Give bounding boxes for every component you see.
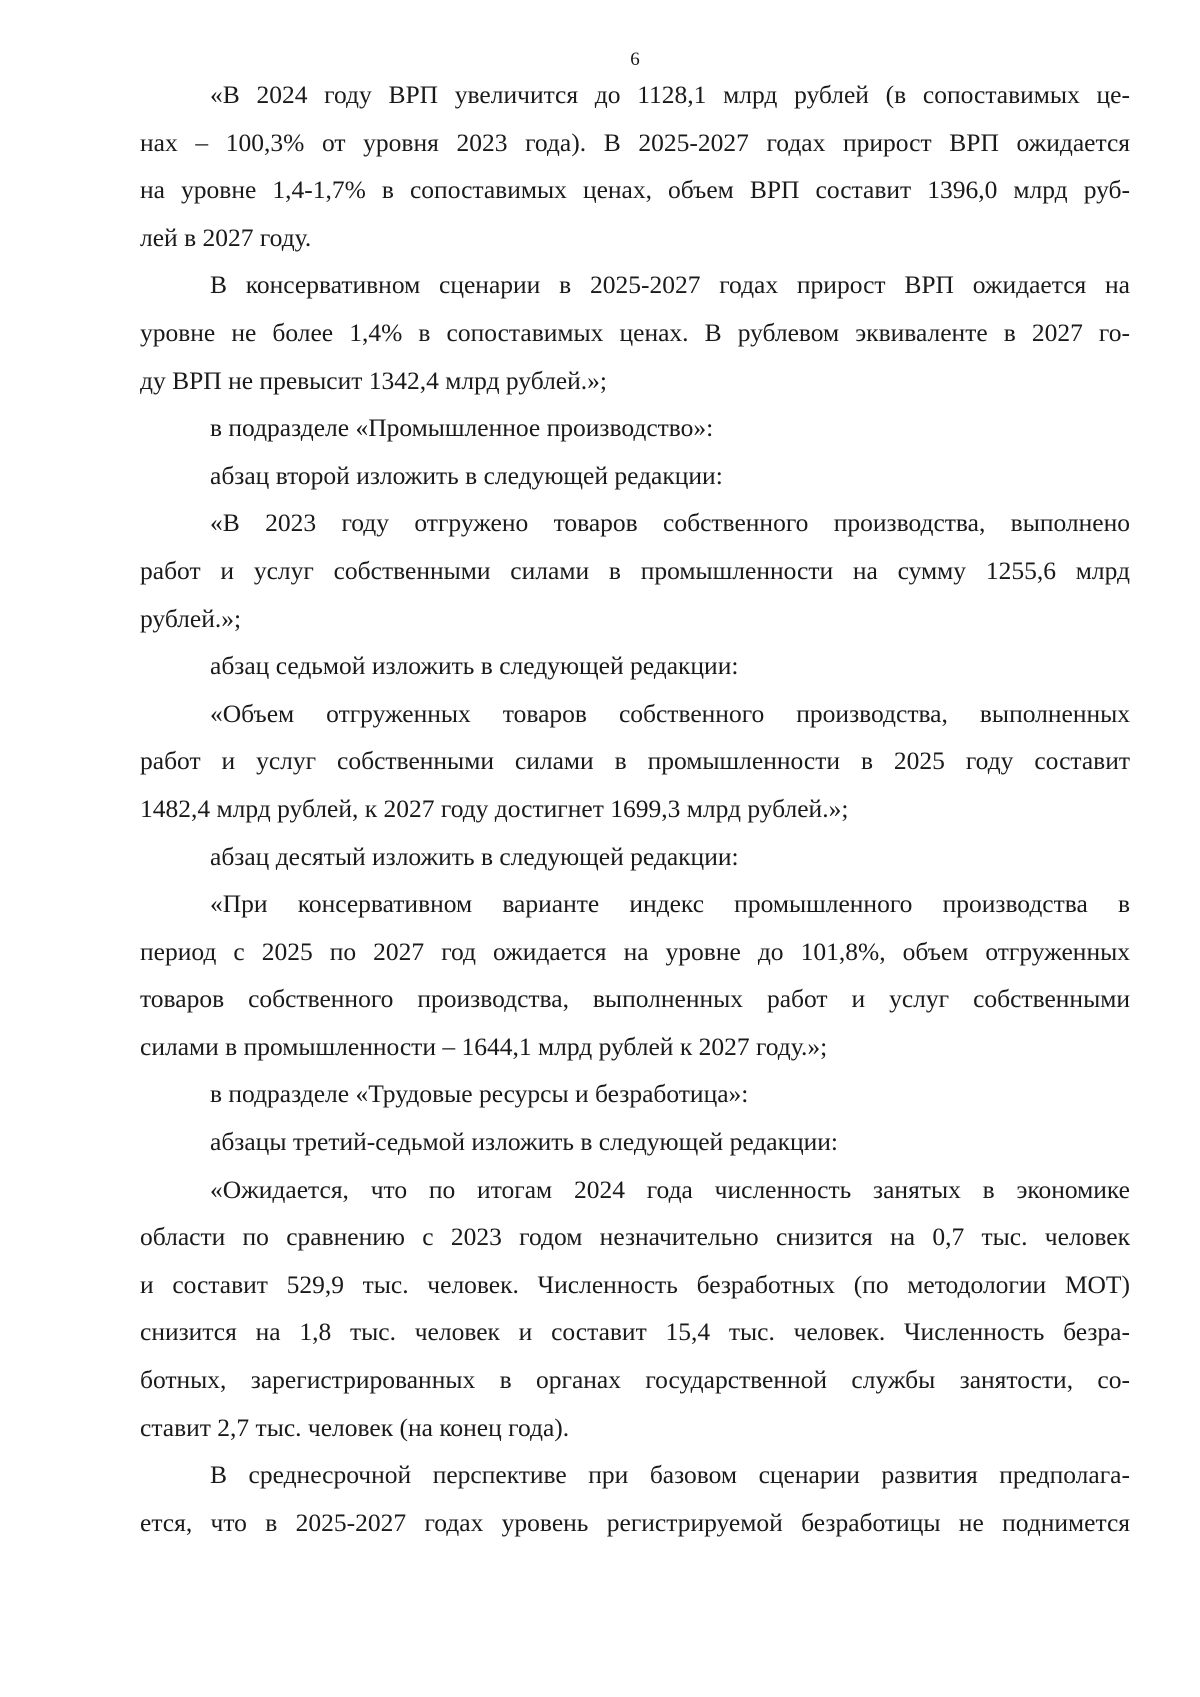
- text-line: уровне не более 1,4% в сопоставимых ценах. В рублевом эквиваленте в 2027 го-: [140, 317, 1130, 347]
- text-line: «В 2024 году ВРП увеличится до 1128,1 млрд рублей (в сопоставимых це-: [210, 80, 1130, 109]
- text-line: и составит 529,9 тыс. человек. Численность безработных (по методологии МОТ): [140, 1269, 1130, 1299]
- text-line: нах – 100,3% от уровня 2023 года). В 2025-2027 годах прирост ВРП ожидается: [140, 127, 1130, 157]
- document-body: [140, 71, 1130, 1546]
- text-line: «Объем отгруженных товаров собственного производства, выполненных: [210, 698, 1130, 728]
- text-line: период с 2025 по 2027 год ожидается на уровне до 101,8%, объем отгруженных: [140, 936, 1130, 966]
- text-line: на уровне 1,4-1,7% в сопоставимых ценах, объем ВРП составит 1396,0 млрд руб-: [140, 175, 1130, 205]
- page-number: 6: [630, 49, 640, 70]
- text-line: ставит 2,7 тыс. человек (на конец года).: [140, 1412, 570, 1442]
- instruction-paragraph-ten: [140, 833, 1130, 881]
- paragraph-conservative-industry: [140, 880, 1130, 1070]
- text-line: работ и услуг собственными силами в промышленности в 2025 году составит: [140, 746, 1130, 776]
- text-line: работ и услуг собственными силами в промышленности на сумму 1255,6 млрд: [140, 555, 1130, 585]
- instruction-subsection-labour: [140, 1070, 1130, 1118]
- instruction-paragraph-seven: [140, 642, 1130, 690]
- paragraph-shipped-goods-2023: [140, 499, 1130, 642]
- text-line: ботных, зарегистрированных в органах государственной службы занятости, со-: [140, 1365, 1130, 1395]
- text-line: абзац седьмой изложить в следующей редакции:: [210, 651, 739, 681]
- text-line: рублей.»;: [140, 603, 242, 633]
- paragraph-grp-forecast: [140, 71, 1130, 261]
- text-line: В среднесрочной перспективе при базовом сценарии развития предполага-: [210, 1460, 1130, 1490]
- text-line: области по сравнению с 2023 годом незначительно снизится на 0,7 тыс. человек: [140, 1222, 1130, 1252]
- text-line: абзацы третий-седьмой изложить в следующей редакции:: [210, 1127, 839, 1157]
- paragraph-medium-term-outlook: [140, 1451, 1130, 1546]
- text-line: ду ВРП не превысит 1342,4 млрд рублей.»;: [140, 365, 607, 395]
- text-line: лей в 2027 году.: [140, 222, 312, 252]
- text-line: «При консервативном варианте индекс промышленного производства в: [210, 889, 1130, 919]
- text-line: «В 2023 году отгружено товаров собственного производства, выполнено: [210, 508, 1130, 538]
- instruction-subsection-industry: [140, 404, 1130, 452]
- text-line: «Ожидается, что по итогам 2024 года численность занятых в экономике: [210, 1174, 1130, 1204]
- text-line: В консервативном сценарии в 2025-2027 годах прирост ВРП ожидается на: [210, 270, 1130, 300]
- text-line: в подразделе «Промышленное производство»:: [210, 413, 714, 443]
- text-line: 1482,4 млрд рублей, к 2027 году достигнет 1699,3 млрд рублей.»;: [140, 793, 849, 823]
- text-line: абзац десятый изложить в следующей редакции:: [210, 841, 739, 871]
- instruction-paragraphs-three-seven: [140, 1118, 1130, 1166]
- text-line: абзац второй изложить в следующей редакции:: [210, 460, 723, 490]
- paragraph-conservative-scenario: [140, 261, 1130, 404]
- text-line: товаров собственного производства, выполненных работ и услуг собственными: [140, 984, 1130, 1014]
- text-line: силами в промышленности – 1644,1 млрд рублей к 2027 году.»;: [140, 1031, 828, 1061]
- text-line: в подразделе «Трудовые ресурсы и безработица»:: [210, 1079, 749, 1109]
- paragraph-employment-2024: [140, 1166, 1130, 1452]
- paragraph-shipped-goods-forecast: [140, 690, 1130, 833]
- instruction-paragraph-two: [140, 452, 1130, 500]
- text-line: ется, что в 2025-2027 годах уровень регистрируемой безработицы не поднимется: [140, 1507, 1130, 1537]
- text-line: снизится на 1,8 тыс. человек и составит 15,4 тыс. человек. Численность безра-: [140, 1317, 1130, 1347]
